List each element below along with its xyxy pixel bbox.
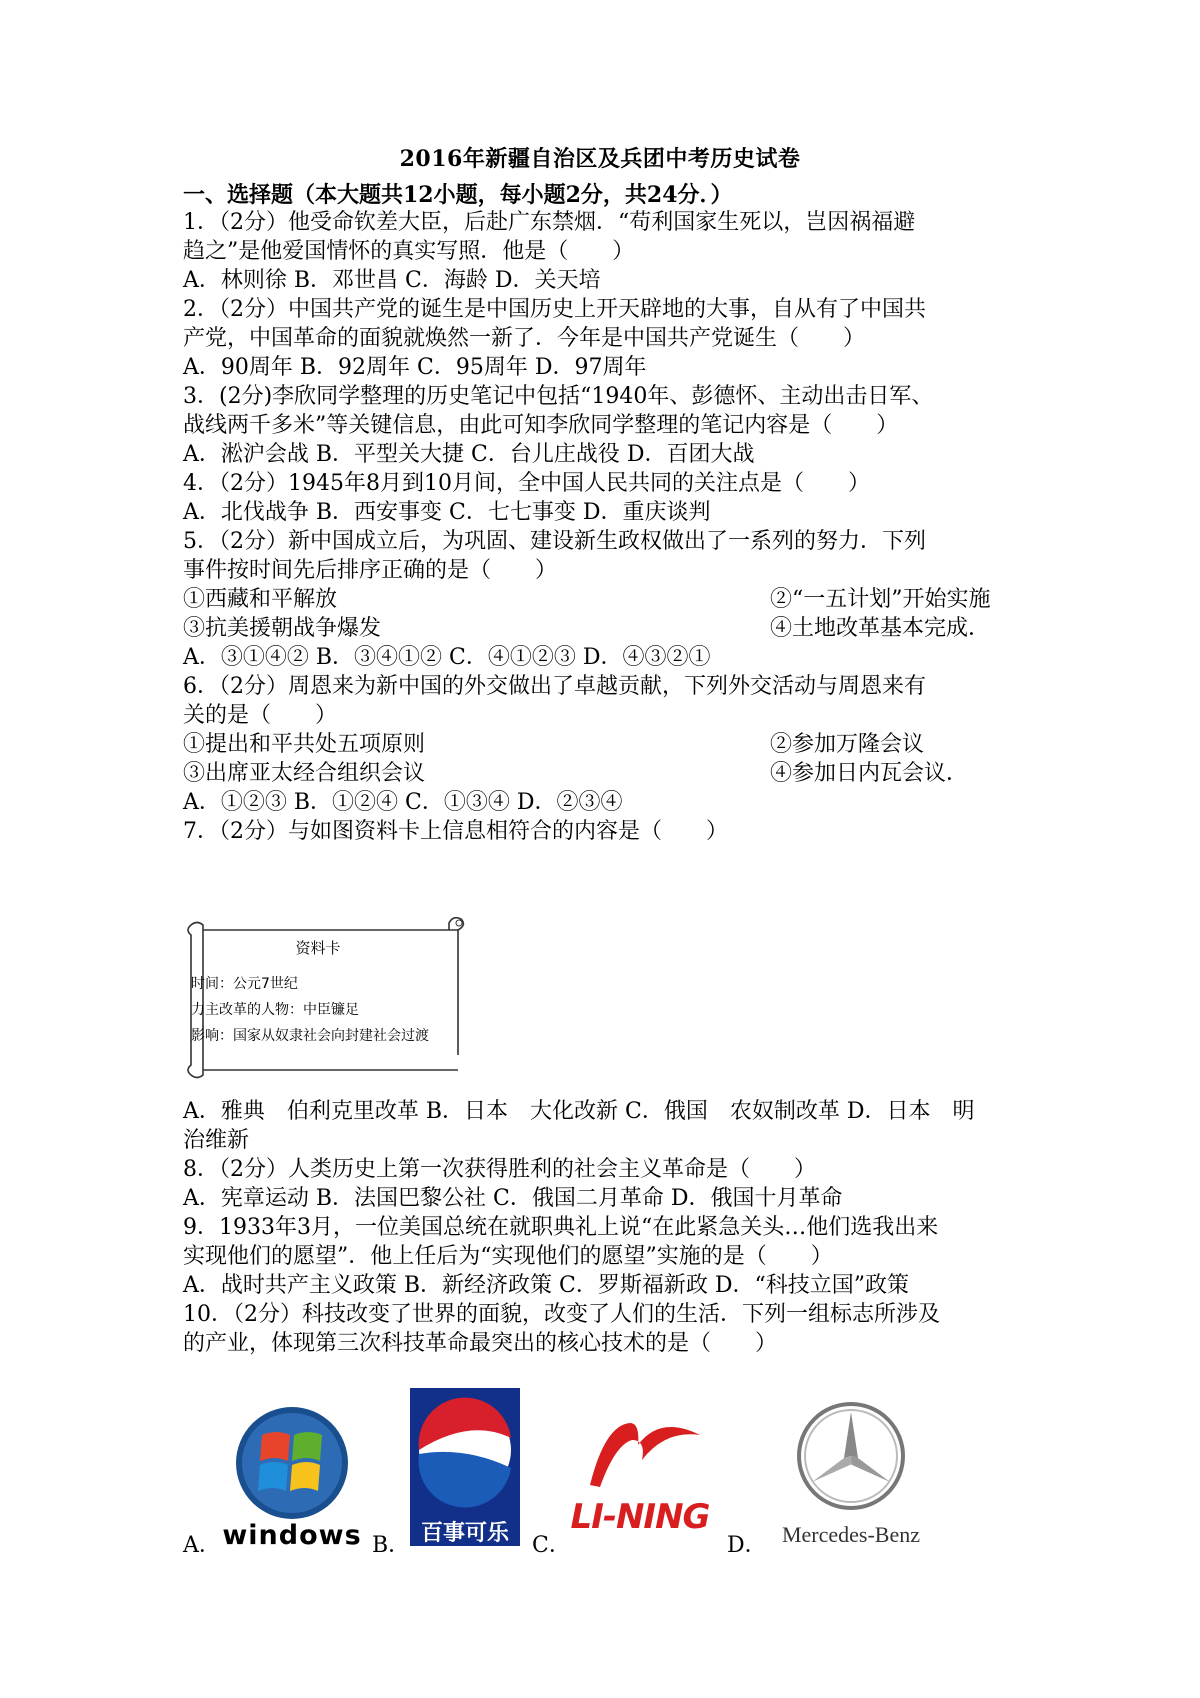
question-line: 6．（2分）周恩来为新中国的外交做出了卓越贡献，下列外交活动与周恩来有	[183, 674, 926, 699]
question-line: 产党，中国革命的面貌就焕然一新了．今年是中国共产党诞生（ ）	[183, 326, 866, 351]
card-row: 影响：国家从奴隶社会向封建社会过渡	[191, 1028, 429, 1044]
event-item: ②参加万隆会议	[770, 732, 925, 757]
windows-logo-text: windows	[222, 1520, 362, 1551]
lining-swoosh-icon	[570, 1405, 710, 1500]
option-label-a: A．	[183, 1533, 221, 1558]
question-line: 7．（2分）与如图资料卡上信息相符合的内容是（ ）	[183, 819, 728, 844]
answer-options: 治维新	[183, 1128, 250, 1153]
section-heading: 一、选择题（本大题共12小题，每小题2分，共24分．）	[183, 182, 733, 208]
question-line: 趋之”是他爱国情怀的真实写照．他是（ ）	[183, 239, 635, 264]
card-row: 时间：公元7世纪	[191, 976, 298, 992]
benz-logo	[766, 1398, 936, 1550]
question-line: 1．（2分）他受命钦差大臣，后赴广东禁烟．“苟利国家生死以，岂因祸福避	[183, 210, 916, 235]
question-line: 事件按时间先后排序正确的是（ ）	[183, 558, 558, 583]
event-item: ①西藏和平解放	[183, 587, 338, 612]
answer-options: A．林则徐 B．邓世昌 C．海龄 D．关天培	[183, 268, 601, 293]
lining-logo-text: LI-NING	[570, 1497, 710, 1537]
question-line: 的产业，体现第三次科技革命最突出的核心技术的是（ ）	[183, 1331, 778, 1356]
lining-logo	[570, 1405, 710, 1550]
question-line: 战线两千多米”等关键信息，由此可知李欣同学整理的笔记内容是（ ）	[183, 413, 899, 438]
question-line: 4．（2分）1945年8月到10月间，全中国人民共同的关注点是（ ）	[183, 471, 870, 496]
benz-logo-text: Mercedes-Benz	[781, 1522, 921, 1547]
event-item: ①提出和平共处五项原则	[183, 732, 426, 757]
pepsi-logo-text: 百事可乐	[420, 1521, 509, 1546]
event-item: ②“一五计划”开始实施	[770, 587, 991, 612]
event-item: ③出席亚太经合组织会议	[183, 761, 426, 786]
event-item: ③抗美援朝战争爆发	[183, 616, 382, 641]
card-row: 力主改革的人物：中臣镰足	[191, 1002, 359, 1018]
pepsi-logo	[410, 1388, 520, 1546]
mercedes-star-icon	[766, 1398, 936, 1518]
event-item: ④土地改革基本完成．	[770, 616, 991, 641]
option-label-c: C．	[532, 1533, 571, 1558]
answer-options: A．①②③ B．①②④ C．①③④ D．②③④	[183, 790, 623, 815]
question-line: 关的是（ ）	[183, 703, 338, 728]
option-label-d: D．	[727, 1533, 767, 1558]
option-label-b: B．	[372, 1533, 411, 1558]
answer-options: A．战时共产主义政策 B．新经济政策 C．罗斯福新政 D．“科技立国”政策	[183, 1273, 910, 1298]
question-line: 10．（2分）科技改变了世界的面貌，改变了人们的生活．下列一组标志所涉及	[183, 1302, 940, 1327]
question-line: 9．1933年3月，一位美国总统在就职典礼上说“在此紧急关头…他们选我出来	[183, 1215, 939, 1240]
question-line: 实现他们的愿望”．他上任后为“实现他们的愿望”实施的是（ ）	[183, 1244, 833, 1269]
answer-options: A．淞沪会战 B．平型关大捷 C．台儿庄战役 D．百团大战	[183, 442, 755, 467]
question-line: 8．（2分）人类历史上第一次获得胜利的社会主义革命是（ ）	[183, 1157, 816, 1182]
page-title: 2016年新疆自治区及兵团中考历史试卷	[399, 146, 801, 172]
answer-options: A．③①④② B．③④①② C．④①②③ D．④③②①	[183, 645, 711, 670]
answer-options: A．雅典 伯利克里改革 B．日本 大化改新 C．俄国 农奴制改革 D．日本 明	[183, 1099, 975, 1124]
answer-options: A．北伐战争 B．西安事变 C．七七事变 D．重庆谈判	[183, 500, 711, 525]
question-line: 3．(2分)李欣同学整理的历史笔记中包括“1940年、彭德怀、主动出击日军、	[183, 384, 934, 409]
answer-options: A．90周年 B．92周年 C．95周年 D．97周年	[183, 355, 647, 380]
event-item: ④参加日内瓦会议．	[770, 761, 969, 786]
question-line: 2．（2分）中国共产党的诞生是中国历史上开天辟地的大事，自从有了中国共	[183, 297, 926, 322]
card-title: 资料卡	[295, 939, 341, 957]
question-line: 5．（2分）新中国成立后，为巩固、建设新生政权做出了一系列的努力．下列	[183, 529, 926, 554]
windows-logo	[222, 1405, 362, 1555]
info-card-scroll	[183, 915, 473, 1085]
answer-options: A．宪章运动 B．法国巴黎公社 C．俄国二月革命 D．俄国十月革命	[183, 1186, 843, 1211]
